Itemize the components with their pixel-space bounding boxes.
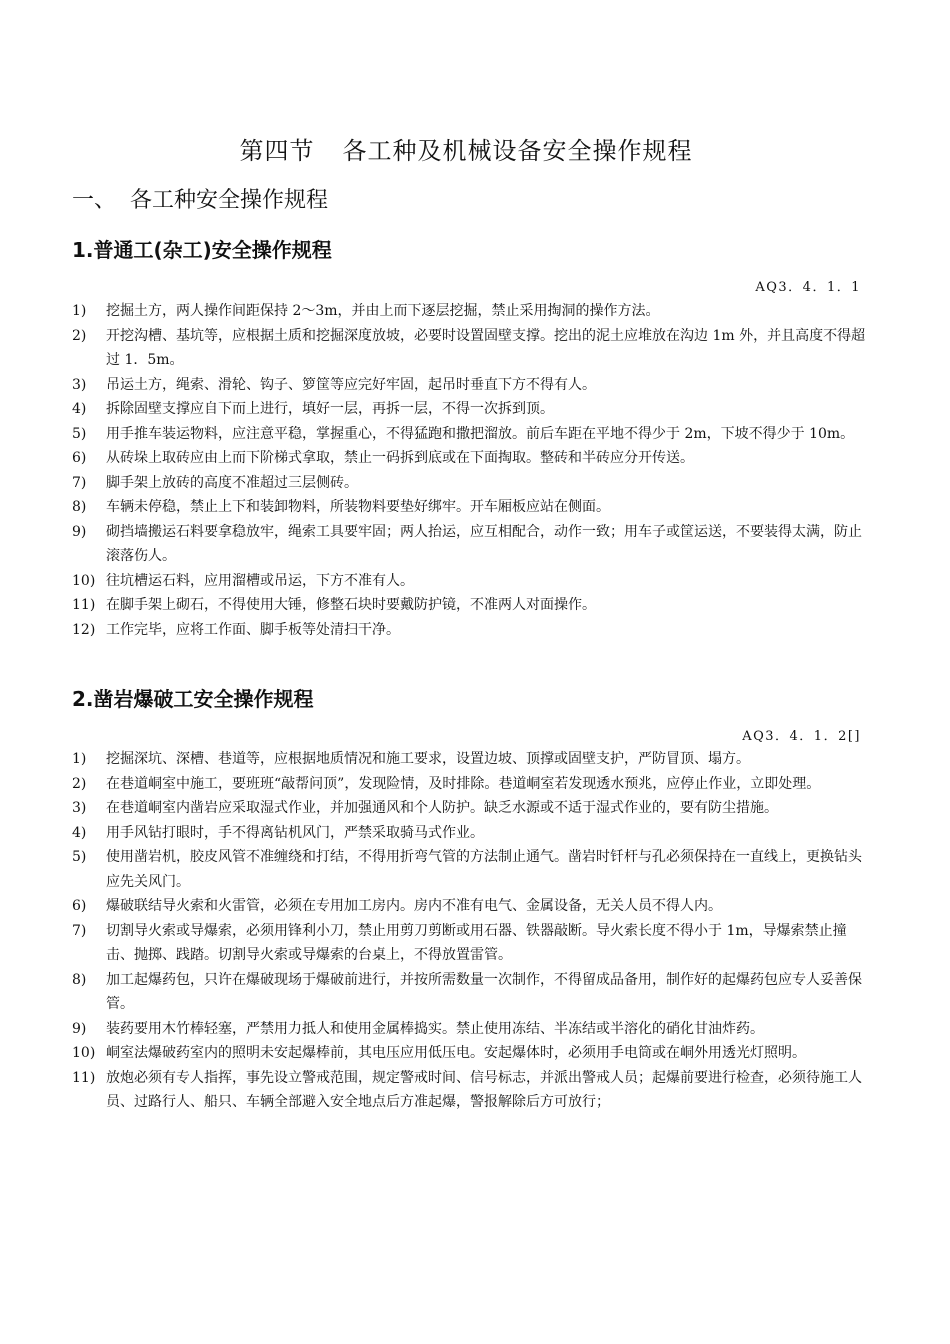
list-item-text: 开挖沟槽、基坑等，应根据土质和挖掘深度放坡，必要时设置固壁支撑。挖出的泥土应堆放在沟边 1m 外，并且高度不得超过 1．5m。 (106, 327, 866, 368)
list-item-number: 1) (72, 751, 87, 767)
list-item (72, 422, 872, 447)
list-item-text: 脚手架上放砖的高度不准超过三层侧砖。 (106, 474, 358, 491)
list-item-number: 7) (72, 474, 87, 491)
list-item (72, 373, 872, 398)
list-item-number: 8) (72, 499, 87, 515)
list-item-number: 2) (72, 327, 87, 344)
list-item-number: 11) (72, 1069, 96, 1086)
list-item-text: 峒室法爆破药室内的照明未安起爆棒前，其电压应用低压电。安起爆体时，必须用手电筒或在峒外用透光灯照明。 (106, 1045, 806, 1061)
list-item (72, 796, 872, 821)
list-item-text: 吊运土方，绳索、滑轮、钩子、箩筐等应完好牢固，起吊时垂直下方不得有人。 (106, 376, 596, 393)
list-item-number: 10) (72, 572, 96, 589)
list-item-number: 6) (72, 450, 87, 466)
list-item-number: 3) (72, 376, 87, 393)
list-item-text: 拆除固壁支撑应自下而上进行，填好一层，再拆一层，不得一次拆到顶。 (106, 401, 554, 417)
list-item (72, 593, 872, 618)
chapter-name: 各工种及机械设备安全操作规程 (342, 137, 693, 165)
list-item (72, 446, 872, 471)
list-item-number: 9) (72, 1020, 87, 1037)
list-item (72, 894, 872, 919)
list-item-number: 11) (72, 597, 96, 613)
list-item (72, 495, 872, 520)
list-item-text: 加工起爆药包，只许在爆破现场于爆破前进行，并按所需数量一次制作，不得留成品备用，制作好的起爆药包应专人妥善保管。 (106, 971, 862, 1012)
list-item-text: 装药要用木竹棒轻塞，严禁用力抵人和使用金属棒捣实。禁止使用冻结、半冻结或半溶化的硝化甘油炸药。 (106, 1020, 764, 1037)
list-item (72, 1017, 872, 1042)
list-item-text: 在脚手架上砌石，不得使用大锤，修整石块时要戴防护镜，不准两人对面操作。 (106, 597, 596, 613)
chapter-number: 第四节 (239, 137, 315, 165)
chapter-title (0, 133, 932, 169)
list-item (72, 471, 872, 496)
part-number: 一、 (72, 188, 117, 213)
list-item-text: 往坑槽运石料，应用溜槽或吊运，下方不准有人。 (106, 572, 414, 589)
list-item (72, 1066, 872, 1115)
list-item-number: 4) (72, 401, 87, 417)
list-item-number: 2) (72, 775, 87, 792)
list-item (72, 845, 872, 894)
list-item (72, 397, 872, 422)
list-item-text: 爆破联结导火索和火雷管，必须在专用加工房内。房内不准有电气、金属设备，无关人员不得人内。 (106, 898, 722, 914)
list-item (72, 772, 872, 797)
list-item-number: 7) (72, 922, 87, 939)
list-item-number: 5) (72, 425, 87, 442)
list-item-text: 在巷道峒室中施工，要班班“敲帮问顶”，发现险情，及时排除。巷道峒室若发现透水预兆，应停止作业，立即处理。 (106, 775, 821, 792)
list-item-number: 1) (72, 303, 87, 319)
list-item (72, 747, 872, 772)
part-heading (72, 184, 328, 218)
list-item (72, 520, 872, 569)
list-item-number: 6) (72, 898, 87, 914)
list-item-text: 用手风钻打眼时，手不得离钻机风门，严禁采取骑马式作业。 (106, 824, 484, 841)
list-item (72, 299, 872, 324)
part-title: 各工种安全操作规程 (130, 188, 329, 213)
list-item-text: 使用凿岩机，胶皮风管不准缠绕和打结，不得用折弯气管的方法制止通气。凿岩时钎杆与孔必须保持在一直线上，更换钻头应先关风门。 (106, 849, 862, 890)
list-item-text: 车辆未停稳，禁止上下和装卸物料，所装物料要垫好绑牢。开车厢板应站在侧面。 (106, 499, 610, 515)
list-item (72, 919, 872, 968)
list-item-text: 砌挡墙搬运石料要拿稳放牢，绳索工具要牢固；两人抬运，应互相配合，动作一致；用车子或筐运送，不要装得太满，防止滚落伤人。 (106, 523, 862, 564)
list-item-number: 4) (72, 824, 87, 841)
list-item-number: 10) (72, 1045, 96, 1061)
rule-list (72, 747, 872, 1115)
section-code: AQ3．4．1．2[] (742, 729, 861, 744)
section-title: 1.普通工(杂工)安全操作规程 (72, 238, 332, 262)
list-item-number: 5) (72, 849, 87, 865)
list-item-number: 8) (72, 971, 87, 988)
list-item (72, 618, 872, 643)
list-item (72, 821, 872, 846)
list-item-text: 挖掘深坑、深槽、巷道等，应根据地质情况和施工要求，设置边坡、顶撑或固壁支护，严防冒顶、塌方。 (106, 751, 750, 767)
section-title: 2.凿岩爆破工安全操作规程 (72, 687, 314, 711)
list-item-text: 在巷道峒室内凿岩应采取湿式作业，并加强通风和个人防护。缺乏水源或不适于湿式作业的，要有防尘措施。 (106, 800, 778, 816)
list-item-text: 从砖垛上取砖应由上而下阶梯式拿取，禁止一码拆到底或在下面掏取。整砖和半砖应分开传送。 (106, 450, 694, 466)
list-item (72, 324, 872, 373)
rule-list (72, 299, 872, 642)
list-item-text: 挖掘土方，两人操作间距保持 2～3m，并由上而下逐层挖掘，禁止采用掏洞的操作方法。 (106, 303, 660, 319)
list-item (72, 569, 872, 594)
section-code: AQ3．4．1．1 (755, 280, 861, 295)
list-item-text: 放炮必须有专人指挥，事先设立警戒范围，规定警戒时间、信号标志，并派出警戒人员；起爆前要进行检查，必须待施工人员、过路行人、船只、车辆全部避入安全地点后方准起爆，警报解除后方可放行； (106, 1069, 862, 1110)
list-item (72, 968, 872, 1017)
list-item-text: 工作完毕，应将工作面、脚手板等处清扫干净。 (106, 621, 400, 638)
list-item-number: 12) (72, 621, 96, 638)
list-item-number: 9) (72, 523, 87, 540)
list-item-text: 切割导火索或导爆索，必须用锋利小刀，禁止用剪刀剪断或用石器、铁器敲断。导火索长度不得小于 1m，导爆索禁止撞击、抛掷、践踏。切割导火索或导爆索的台桌上，不得放置雷管。 (106, 922, 847, 963)
list-item-text: 用手推车装运物料，应注意平稳，掌握重心，不得猛跑和撒把溜放。前后车距在平地不得少于 2m，下坡不得少于 10m。 (106, 425, 855, 442)
list-item-number: 3) (72, 800, 87, 816)
list-item (72, 1041, 872, 1066)
